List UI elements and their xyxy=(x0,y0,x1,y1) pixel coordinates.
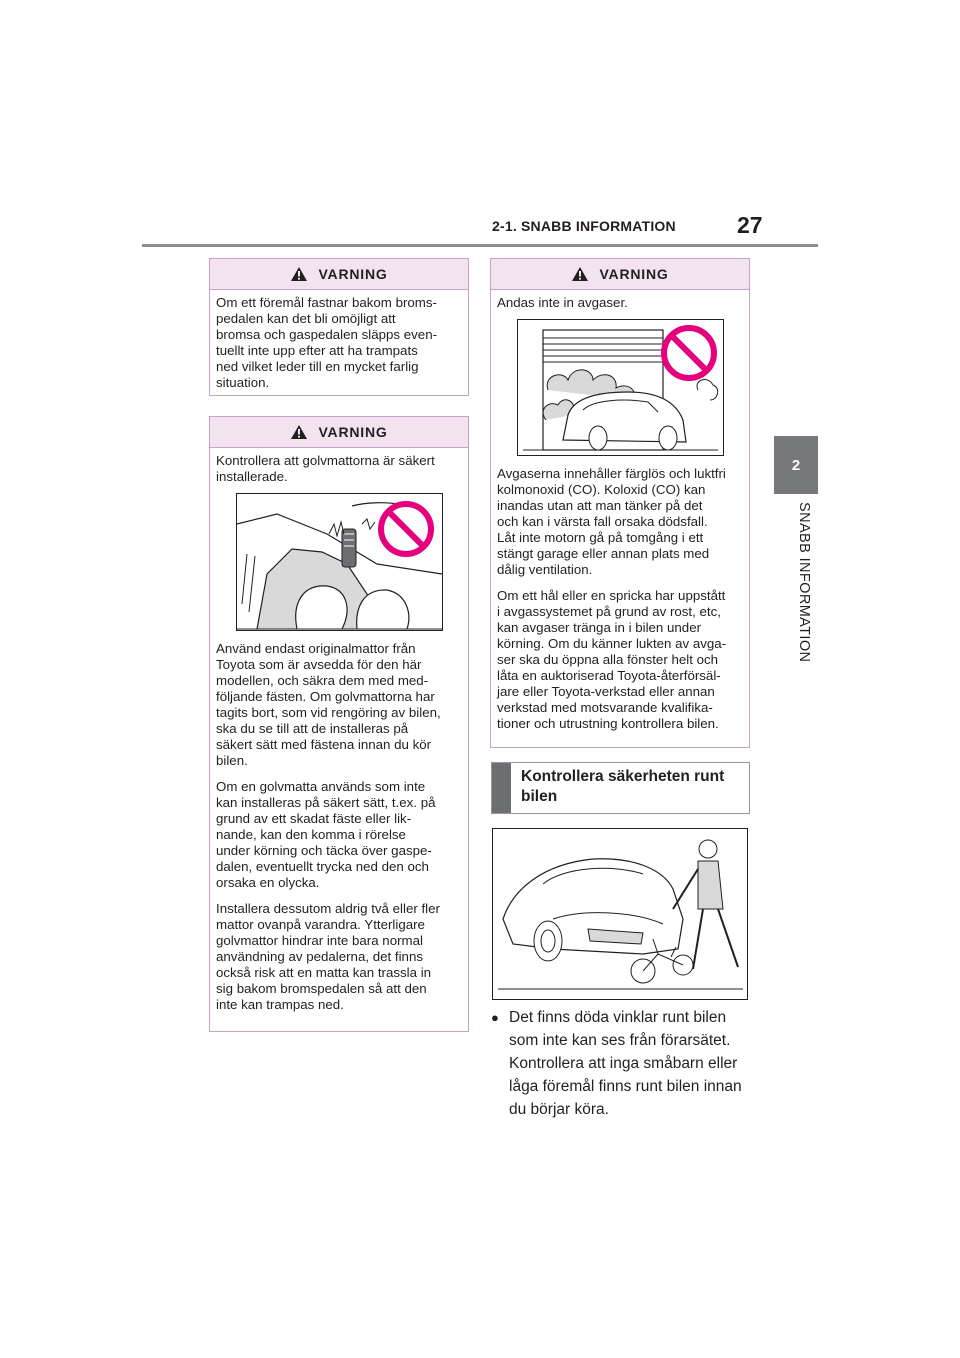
bullet-text: Det finns döda vinklar runt bilen som inte kan ses från förarsätet. Kontrollera att inga småbarn eller låga föremål finns runt bilen innan du börjar köra. xyxy=(509,1009,742,1118)
warning-body xyxy=(210,448,468,1013)
warning-header xyxy=(491,259,749,290)
bullet-dot-icon: ● xyxy=(491,1010,499,1025)
chapter-number: 2 xyxy=(791,456,801,474)
section-heading-bar xyxy=(492,763,511,813)
chapter-side-label: SNABB INFORMATION xyxy=(796,502,812,663)
section-heading xyxy=(491,762,750,814)
warning-text: Om ett föremål fastnar bakom broms- pedalen kan det bli omöjligt att bromsa och gaspedalen släpps even- tuellt inte upp efter att ha trampats ned vilket leder till en mycket farlig situation. xyxy=(216,295,438,390)
warning-intro: Kontrollera att golvmattorna är säkert installerade. xyxy=(216,453,435,484)
warning-label: VARNING xyxy=(318,266,388,282)
warning-triangle-icon xyxy=(571,266,589,282)
warning-text: Använd endast originalmattor från Toyota som är avsedda för den här modellen, och säkra dem med med- följande fästen. Om golvmattorna har tagits bort, som vid rengöring av bilen, ska du se till att de installeras på säkert sätt med fästena innan du kör bilen. xyxy=(216,641,441,768)
chapter-tab xyxy=(774,436,818,494)
page-number: 27 xyxy=(737,212,763,238)
header-section-title: 2-1. SNABB INFORMATION xyxy=(492,218,676,234)
car-blind-spot-illustration xyxy=(492,828,748,1000)
floor-mat-illustration xyxy=(236,493,443,631)
header-rule xyxy=(142,244,818,247)
warning-header xyxy=(210,259,468,290)
warning-label: VARNING xyxy=(599,266,669,282)
warning-triangle-icon xyxy=(290,266,308,282)
warning-label: VARNING xyxy=(318,424,388,440)
warning-triangle-icon xyxy=(290,424,308,440)
warning-body xyxy=(210,290,468,391)
warning-body xyxy=(491,290,749,732)
warning-text: Avgaserna innehåller färglös och luktfri kolmonoxid (CO). Koloxid (CO) kan inandas utan att man tänker på det och kan i värsta fall orsaka dödsfall. Låt inte motorn gå på tomgång i ett stängt garage eller annan plats med dålig ventilation. xyxy=(497,466,726,577)
warning-box-brake-pedal xyxy=(209,258,469,396)
warning-text: Om ett hål eller en spricka har uppstått i avgassystemet på grund av rost, etc, kan avgaser tränga in i bilen under körning. Om du känner lukten av avga- ser ska du öppna alla fönster helt och låta en auktoriserad Toyota-återförsäl- jare eller Toyota-verkstad eller annan verkstad med motsvarande kvalifika- tioner och utrustning kontrollera bilen. xyxy=(497,588,727,731)
warning-text: Om en golvmatta används som inte kan installeras på säkert sätt, t.ex. på grund av ett skadat fäste eller lik- nande, kan den komma i rörelse under körning och täcka över gaspe- dalen, eventuellt trycka ned den och orsaka en olycka. xyxy=(216,779,436,890)
warning-intro: Andas inte in avgaser. xyxy=(497,295,628,310)
warning-text: Installera dessutom aldrig två eller fler mattor ovanpå varandra. Ytterligare golvmattor hindrar inte bara normal användning av pedalerna, det finns också risk att en matta kan trassla in sig bakom bromspedalen så att den inte kan trampas ned. xyxy=(216,901,440,1012)
prohibition-sign-icon xyxy=(377,500,435,558)
prohibition-sign-icon xyxy=(660,324,718,382)
warning-box-floor-mats xyxy=(209,416,469,1032)
warning-box-exhaust xyxy=(490,258,750,748)
garage-exhaust-illustration xyxy=(517,319,724,456)
bullet-item xyxy=(491,1006,761,1121)
section-heading-title: Kontrollera säkerheten runt bilen xyxy=(521,768,725,805)
warning-header xyxy=(210,417,468,448)
